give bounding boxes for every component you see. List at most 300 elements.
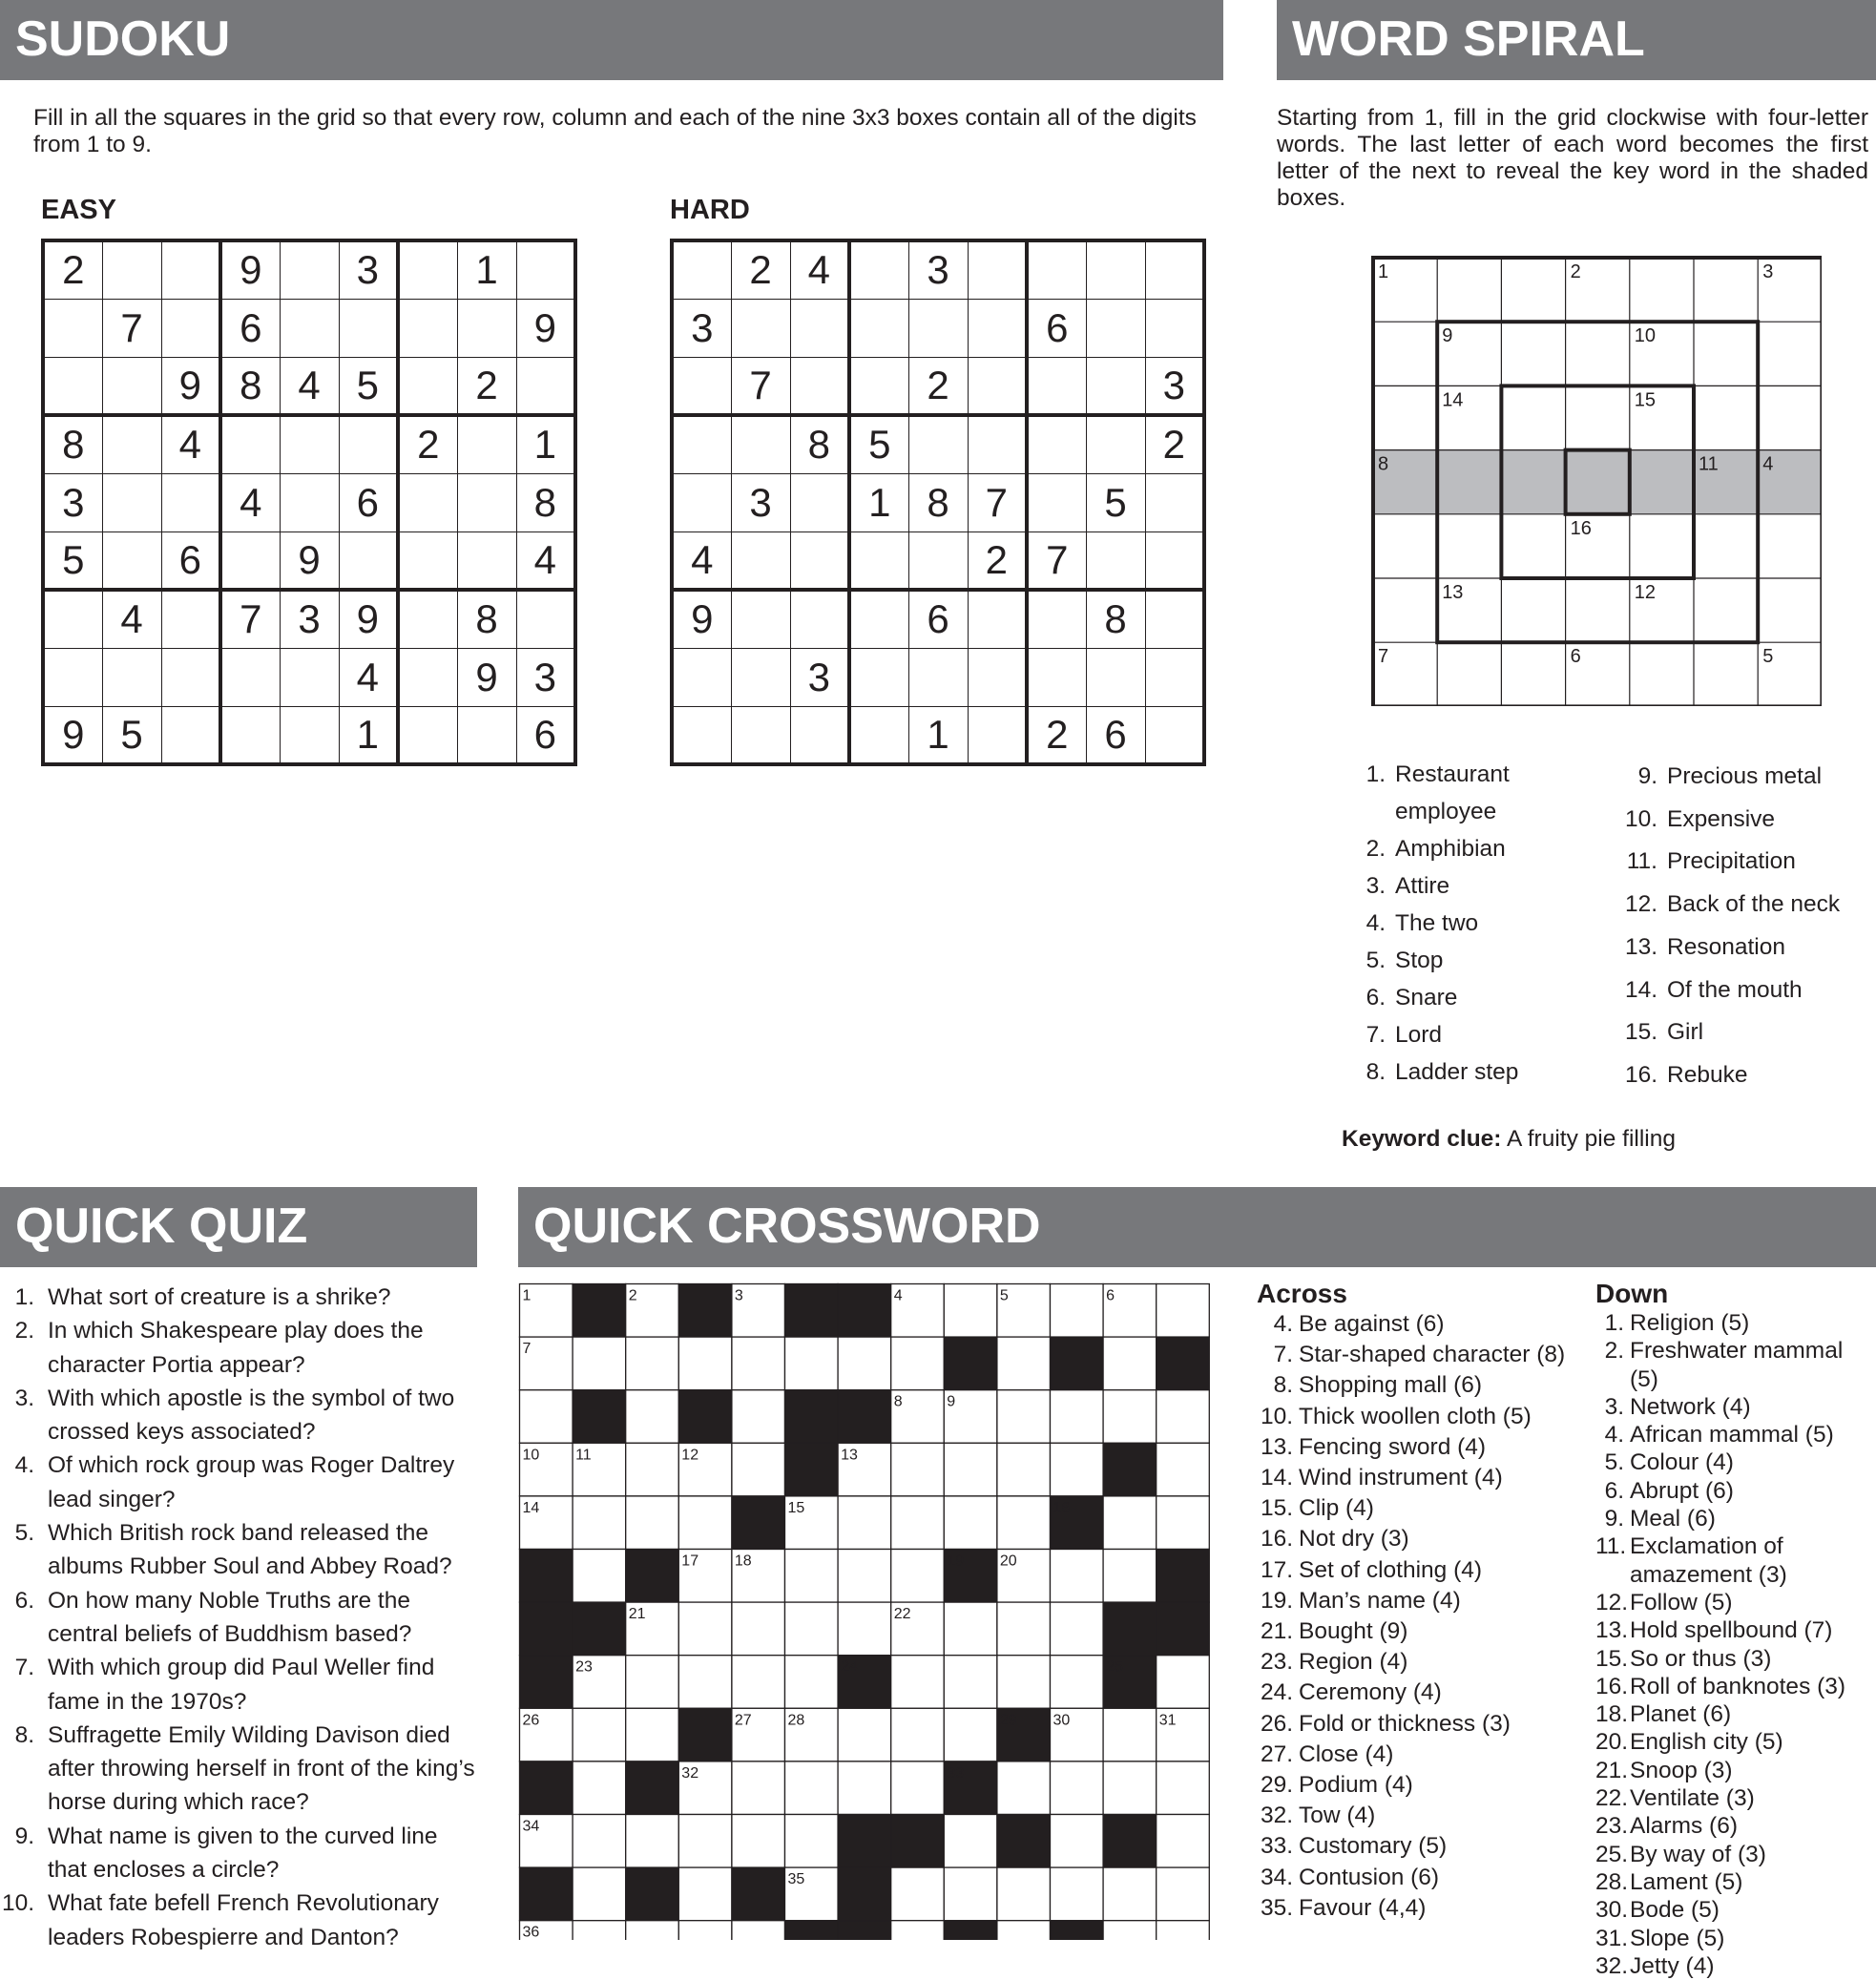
- crossword-cell[interactable]: [997, 1496, 1051, 1550]
- crossword-cell[interactable]: [997, 1390, 1051, 1444]
- sudoku-cell[interactable]: [161, 473, 220, 531]
- sudoku-cell[interactable]: 9: [220, 240, 280, 299]
- sudoku-cell[interactable]: 6: [161, 531, 220, 590]
- crossword-cell[interactable]: [732, 1337, 785, 1390]
- sudoku-cell[interactable]: 1: [516, 415, 575, 473]
- crossword-cell[interactable]: [678, 1337, 732, 1390]
- clue-text: Follow (5): [1630, 1589, 1733, 1615]
- sudoku-cell[interactable]: 8: [43, 415, 102, 473]
- sudoku-cell[interactable]: 6: [516, 706, 575, 764]
- crossword-cell[interactable]: [732, 1390, 785, 1444]
- sudoku-cell[interactable]: [908, 415, 968, 473]
- sudoku-cell[interactable]: [102, 648, 161, 706]
- clue-text: Set of clothing (4): [1299, 1556, 1483, 1583]
- crossword-cell[interactable]: [678, 1656, 732, 1709]
- crossword-cell[interactable]: [678, 1867, 732, 1921]
- crossword-block: [520, 1656, 573, 1709]
- crossword-cell[interactable]: [997, 1443, 1051, 1496]
- sudoku-cell[interactable]: [672, 648, 731, 706]
- crossword-cell[interactable]: [1157, 1390, 1210, 1444]
- sudoku-cell[interactable]: 6: [1086, 706, 1145, 764]
- sudoku-cell[interactable]: [790, 473, 849, 531]
- sudoku-cell[interactable]: [280, 648, 339, 706]
- crossword-cell[interactable]: [997, 1921, 1051, 1940]
- sudoku-cell[interactable]: [672, 473, 731, 531]
- sudoku-cell[interactable]: [43, 299, 102, 357]
- crossword-cell[interactable]: [573, 1496, 626, 1550]
- sudoku-cell[interactable]: [280, 240, 339, 299]
- crossword-cell[interactable]: [1157, 1284, 1210, 1338]
- crossword-cell[interactable]: [1103, 1390, 1157, 1444]
- sudoku-cell[interactable]: 7: [220, 590, 280, 648]
- sudoku-cell[interactable]: [220, 415, 280, 473]
- crossword-cell[interactable]: [838, 1761, 891, 1815]
- sudoku-cell[interactable]: [849, 240, 908, 299]
- sudoku-cell[interactable]: 3: [731, 473, 790, 531]
- crossword-cell[interactable]: [1157, 1496, 1210, 1550]
- crossword-cell[interactable]: [997, 1602, 1051, 1656]
- clue-item: [1336, 1053, 1603, 1091]
- crossword-cell[interactable]: [573, 1867, 626, 1921]
- sudoku-cell[interactable]: 6: [1027, 299, 1086, 357]
- crossword-cell[interactable]: [891, 1443, 945, 1496]
- sudoku-cell[interactable]: [908, 531, 968, 590]
- crossword-cell[interactable]: [838, 1708, 891, 1761]
- sudoku-cell[interactable]: 4: [102, 590, 161, 648]
- sudoku-cell[interactable]: [43, 357, 102, 415]
- sudoku-cell[interactable]: [516, 357, 575, 415]
- crossword-cell[interactable]: [838, 1602, 891, 1656]
- sudoku-cell[interactable]: [968, 706, 1027, 764]
- sudoku-cell[interactable]: [1145, 473, 1204, 531]
- sudoku-cell[interactable]: [790, 531, 849, 590]
- crossword-cell[interactable]: [944, 1284, 997, 1338]
- clue-item: [1595, 1868, 1876, 1896]
- sudoku-cell[interactable]: [398, 473, 457, 531]
- crossword-cell[interactable]: [1051, 1815, 1104, 1868]
- sudoku-cell[interactable]: 7: [731, 357, 790, 415]
- clue-number: 32.: [1595, 1952, 1629, 1979]
- sudoku-cell[interactable]: [398, 590, 457, 648]
- crossword-cell[interactable]: [891, 1921, 945, 1940]
- crossword-cell[interactable]: [732, 1656, 785, 1709]
- sudoku-cell[interactable]: 6: [220, 299, 280, 357]
- crossword-cell[interactable]: [997, 1337, 1051, 1390]
- sudoku-cell[interactable]: [790, 299, 849, 357]
- sudoku-cell[interactable]: [672, 357, 731, 415]
- sudoku-cell[interactable]: [398, 299, 457, 357]
- crossword-cell[interactable]: [1157, 1867, 1210, 1921]
- sudoku-cell[interactable]: [43, 590, 102, 648]
- sudoku-cell[interactable]: [1027, 473, 1086, 531]
- clue-number: 23.: [1260, 1649, 1293, 1676]
- sudoku-cell[interactable]: [1086, 357, 1145, 415]
- sudoku-cell[interactable]: [220, 706, 280, 764]
- clue-number: 21.: [1595, 1757, 1629, 1783]
- crossword-cell[interactable]: [944, 1656, 997, 1709]
- sudoku-cell[interactable]: 2: [43, 240, 102, 299]
- sudoku-cell[interactable]: [220, 648, 280, 706]
- sudoku-cell[interactable]: [398, 648, 457, 706]
- crossword-cell[interactable]: [1157, 1921, 1210, 1940]
- sudoku-cell[interactable]: 3: [672, 299, 731, 357]
- crossword-cell[interactable]: [891, 1761, 945, 1815]
- sudoku-cell[interactable]: [161, 706, 220, 764]
- sudoku-cell[interactable]: [849, 531, 908, 590]
- sudoku-cell[interactable]: 3: [339, 240, 398, 299]
- sudoku-cell[interactable]: [457, 531, 516, 590]
- crossword-cell[interactable]: [520, 1390, 573, 1444]
- crossword-cell[interactable]: [1103, 1496, 1157, 1550]
- sudoku-cell[interactable]: 4: [161, 415, 220, 473]
- sudoku-cell[interactable]: 3: [1145, 357, 1204, 415]
- sudoku-cell[interactable]: [731, 415, 790, 473]
- sudoku-cell[interactable]: 8: [790, 415, 849, 473]
- crossword-block: [838, 1284, 891, 1338]
- crossword-cell[interactable]: [997, 1761, 1051, 1815]
- crossword-cell[interactable]: [1051, 1761, 1104, 1815]
- sudoku-cell[interactable]: [968, 357, 1027, 415]
- sudoku-cell[interactable]: [339, 299, 398, 357]
- sudoku-cell[interactable]: 4: [790, 240, 849, 299]
- crossword-cell[interactable]: [1103, 1708, 1157, 1761]
- sudoku-cell[interactable]: 8: [457, 590, 516, 648]
- crossword-cell[interactable]: [573, 1708, 626, 1761]
- crossword-cell[interactable]: [626, 1921, 679, 1940]
- crossword-cell[interactable]: [626, 1337, 679, 1390]
- sudoku-cell[interactable]: [849, 357, 908, 415]
- sudoku-cell[interactable]: [161, 299, 220, 357]
- sudoku-cell[interactable]: 2: [968, 531, 1027, 590]
- crossword-block: [1157, 1550, 1210, 1603]
- crossword-cell[interactable]: [1157, 1443, 1210, 1496]
- crossword-cell[interactable]: [785, 1337, 839, 1390]
- sudoku-cell[interactable]: [672, 240, 731, 299]
- clue-text: Favour (4,4): [1299, 1894, 1427, 1921]
- sudoku-cell[interactable]: [1027, 357, 1086, 415]
- sudoku-cell[interactable]: 7: [102, 299, 161, 357]
- sudoku-cell[interactable]: 3: [516, 648, 575, 706]
- crossword-cell[interactable]: [1103, 1761, 1157, 1815]
- clue-text: Freshwater mammal (5): [1630, 1338, 1844, 1392]
- crossword-cell[interactable]: [944, 1708, 997, 1761]
- crossword-cell[interactable]: [785, 1815, 839, 1868]
- sudoku-cell[interactable]: 9: [672, 590, 731, 648]
- crossword-cell[interactable]: [1051, 1550, 1104, 1603]
- crossword-cell[interactable]: [573, 1337, 626, 1390]
- sudoku-cell[interactable]: [398, 706, 457, 764]
- sudoku-cell[interactable]: 1: [457, 240, 516, 299]
- sudoku-cell[interactable]: [968, 299, 1027, 357]
- crossword-cell[interactable]: [785, 1656, 839, 1709]
- clue-text: Colour (4): [1630, 1449, 1734, 1476]
- crossword-cell[interactable]: [1051, 1656, 1104, 1709]
- crossword-cell[interactable]: [1103, 1550, 1157, 1603]
- sudoku-cell[interactable]: [457, 299, 516, 357]
- sudoku-cell[interactable]: [908, 648, 968, 706]
- sudoku-cell[interactable]: [731, 531, 790, 590]
- crossword-cell[interactable]: [732, 1921, 785, 1940]
- sudoku-cell[interactable]: [1027, 415, 1086, 473]
- sudoku-cell[interactable]: [1145, 299, 1204, 357]
- sudoku-cell[interactable]: [280, 299, 339, 357]
- sudoku-cell[interactable]: 5: [849, 415, 908, 473]
- sudoku-cell[interactable]: 4: [220, 473, 280, 531]
- crossword-cell[interactable]: [997, 1867, 1051, 1921]
- sudoku-cell[interactable]: [1145, 240, 1204, 299]
- sudoku-cell[interactable]: [102, 531, 161, 590]
- sudoku-cell[interactable]: 5: [339, 357, 398, 415]
- clue-item: [1595, 1673, 1876, 1700]
- sudoku-cell[interactable]: [516, 590, 575, 648]
- crossword-cell[interactable]: [997, 1656, 1051, 1709]
- sudoku-cell[interactable]: 1: [908, 706, 968, 764]
- crossword-cell[interactable]: [838, 1550, 891, 1603]
- sudoku-cell[interactable]: 8: [220, 357, 280, 415]
- sudoku-hard-grid[interactable]: [670, 239, 1206, 766]
- sudoku-cell[interactable]: 9: [457, 648, 516, 706]
- sudoku-cell[interactable]: [731, 706, 790, 764]
- crossword-block: [838, 1921, 891, 1940]
- crossword-cell[interactable]: [573, 1761, 626, 1815]
- sudoku-cell[interactable]: 3: [908, 240, 968, 299]
- crossword-cell[interactable]: [785, 1550, 839, 1603]
- sudoku-cell[interactable]: [398, 240, 457, 299]
- sudoku-cell[interactable]: [339, 531, 398, 590]
- crossword-cell[interactable]: [785, 1761, 839, 1815]
- sudoku-cell[interactable]: 3: [790, 648, 849, 706]
- sudoku-cell[interactable]: 8: [908, 473, 968, 531]
- sudoku-cell[interactable]: [457, 706, 516, 764]
- crossword-cell-number: 20: [999, 1553, 1017, 1570]
- sudoku-cell[interactable]: [1145, 648, 1204, 706]
- crossword-cell[interactable]: [732, 1443, 785, 1496]
- crossword-cell[interactable]: [944, 1602, 997, 1656]
- crossword-cell[interactable]: [678, 1602, 732, 1656]
- crossword-cell[interactable]: [626, 1708, 679, 1761]
- crossword-cell[interactable]: [838, 1496, 891, 1550]
- sudoku-cell[interactable]: [790, 590, 849, 648]
- sudoku-cell[interactable]: 2: [1145, 415, 1204, 473]
- crossword-cell[interactable]: [626, 1390, 679, 1444]
- sudoku-cell[interactable]: 1: [339, 706, 398, 764]
- clue-text: Suffragette Emily Wilding Davison died after throwing herself in front of the king’s horse during which race?: [48, 1721, 475, 1816]
- sudoku-cell[interactable]: [1086, 240, 1145, 299]
- sudoku-cell[interactable]: [790, 706, 849, 764]
- sudoku-cell[interactable]: 4: [339, 648, 398, 706]
- crossword-cell[interactable]: [891, 1496, 945, 1550]
- sudoku-cell[interactable]: [849, 706, 908, 764]
- sudoku-cell[interactable]: [43, 648, 102, 706]
- sudoku-cell[interactable]: [102, 240, 161, 299]
- crossword-cell-number: 3: [734, 1287, 743, 1304]
- sudoku-cell[interactable]: [968, 590, 1027, 648]
- crossword-cell-number: 36: [522, 1924, 540, 1940]
- crossword-cell[interactable]: [732, 1761, 785, 1815]
- sudoku-cell[interactable]: [1027, 590, 1086, 648]
- crossword-cell[interactable]: [626, 1815, 679, 1868]
- sudoku-cell[interactable]: [161, 240, 220, 299]
- crossword-block: [732, 1867, 785, 1921]
- sudoku-cell[interactable]: [968, 648, 1027, 706]
- sudoku-cell[interactable]: [790, 357, 849, 415]
- crossword-cell[interactable]: [626, 1443, 679, 1496]
- crossword-cell[interactable]: [626, 1656, 679, 1709]
- crossword-cell-number: 29: [999, 1712, 1017, 1729]
- sudoku-cell[interactable]: [161, 590, 220, 648]
- sudoku-cell[interactable]: 4: [672, 531, 731, 590]
- sudoku-cell[interactable]: [731, 648, 790, 706]
- sudoku-cell[interactable]: 5: [102, 706, 161, 764]
- crossword-cell[interactable]: [891, 1337, 945, 1390]
- crossword-cell[interactable]: [573, 1921, 626, 1940]
- sudoku-cell[interactable]: [1027, 240, 1086, 299]
- crossword-cell[interactable]: [1051, 1284, 1104, 1338]
- sudoku-cell[interactable]: [849, 590, 908, 648]
- sudoku-cell[interactable]: [339, 415, 398, 473]
- sudoku-cell[interactable]: [102, 473, 161, 531]
- sudoku-cell[interactable]: [968, 415, 1027, 473]
- sudoku-cell[interactable]: 3: [280, 590, 339, 648]
- crossword-cell-number: 19: [947, 1553, 965, 1570]
- sudoku-cell[interactable]: [1086, 648, 1145, 706]
- clue-number: 16.: [1595, 1673, 1629, 1699]
- sudoku-cell[interactable]: [731, 299, 790, 357]
- sudoku-cell[interactable]: 2: [398, 415, 457, 473]
- word-spiral-grid[interactable]: [1371, 256, 1822, 706]
- sudoku-cell[interactable]: 4: [280, 357, 339, 415]
- clue-item: [1595, 1784, 1876, 1812]
- sudoku-cell[interactable]: [280, 415, 339, 473]
- sudoku-cell[interactable]: 6: [339, 473, 398, 531]
- sudoku-cell[interactable]: 8: [516, 473, 575, 531]
- sudoku-cell[interactable]: 2: [457, 357, 516, 415]
- sudoku-cell[interactable]: [672, 706, 731, 764]
- sudoku-cell[interactable]: [908, 299, 968, 357]
- clue-text: Which British rock band released the albums Rubber Soul and Abbey Road?: [48, 1520, 452, 1580]
- sudoku-cell[interactable]: [398, 531, 457, 590]
- keyword-clue-label: Keyword clue:: [1342, 1126, 1502, 1152]
- crossword-cell[interactable]: [1051, 1390, 1104, 1444]
- sudoku-cell[interactable]: [102, 357, 161, 415]
- sudoku-title: SUDOKU: [0, 0, 1223, 80]
- sudoku-cell[interactable]: [457, 415, 516, 473]
- crossword-cell[interactable]: [573, 1815, 626, 1868]
- sudoku-cell[interactable]: 7: [1027, 531, 1086, 590]
- crossword-grid[interactable]: [518, 1282, 1211, 1940]
- sudoku-easy-grid[interactable]: [41, 239, 577, 766]
- crossword-cell[interactable]: [1103, 1337, 1157, 1390]
- crossword-cell[interactable]: [678, 1921, 732, 1940]
- clue-text: Customary (5): [1299, 1833, 1448, 1860]
- crossword-cell[interactable]: [1103, 1921, 1157, 1940]
- sudoku-cell[interactable]: 9: [43, 706, 102, 764]
- sudoku-cell[interactable]: 2: [731, 240, 790, 299]
- crossword-cell[interactable]: [678, 1815, 732, 1868]
- crossword-cell[interactable]: [838, 1337, 891, 1390]
- sudoku-cell[interactable]: 5: [1086, 473, 1145, 531]
- sudoku-cell[interactable]: [1086, 415, 1145, 473]
- clue-item: [1595, 1309, 1876, 1337]
- crossword-cell[interactable]: [1103, 1867, 1157, 1921]
- crossword-cell[interactable]: [891, 1708, 945, 1761]
- sudoku-cell[interactable]: 8: [1086, 590, 1145, 648]
- crossword-block: [891, 1815, 945, 1868]
- sudoku-cell[interactable]: [516, 240, 575, 299]
- sudoku-cell[interactable]: 9: [339, 590, 398, 648]
- sudoku-cell[interactable]: 9: [161, 357, 220, 415]
- crossword-cell[interactable]: [785, 1602, 839, 1656]
- crossword-cell[interactable]: [944, 1867, 997, 1921]
- crossword-cell[interactable]: [1051, 1443, 1104, 1496]
- crossword-cell[interactable]: [732, 1602, 785, 1656]
- sudoku-cell[interactable]: [280, 473, 339, 531]
- sudoku-cell[interactable]: [968, 240, 1027, 299]
- crossword-cell[interactable]: [891, 1656, 945, 1709]
- clue-number: 33.: [1260, 1833, 1293, 1860]
- sudoku-cell[interactable]: 4: [516, 531, 575, 590]
- clue-number: 1.: [1604, 1310, 1624, 1336]
- crossword-cell[interactable]: [891, 1550, 945, 1603]
- sudoku-cell[interactable]: 9: [516, 299, 575, 357]
- sudoku-cell[interactable]: [849, 299, 908, 357]
- sudoku-cell[interactable]: [1086, 531, 1145, 590]
- clue-item: [0, 1886, 477, 1954]
- crossword-cell[interactable]: [678, 1496, 732, 1550]
- crossword-cell[interactable]: [1157, 1761, 1210, 1815]
- clue-number: 34.: [1260, 1864, 1293, 1890]
- sudoku-cell[interactable]: 1: [849, 473, 908, 531]
- sudoku-cell[interactable]: 2: [1027, 706, 1086, 764]
- crossword-cell[interactable]: [626, 1496, 679, 1550]
- crossword-cell[interactable]: [1157, 1656, 1210, 1709]
- sudoku-cell[interactable]: [731, 590, 790, 648]
- sudoku-cell[interactable]: [220, 531, 280, 590]
- clue-number: 6.: [1604, 1477, 1624, 1504]
- crossword-cell[interactable]: [944, 1496, 997, 1550]
- crossword-cell[interactable]: [1051, 1867, 1104, 1921]
- sudoku-cell[interactable]: [672, 415, 731, 473]
- crossword-cell[interactable]: [732, 1815, 785, 1868]
- sudoku-cell[interactable]: 2: [908, 357, 968, 415]
- clue-text: Resonation: [1667, 933, 1785, 960]
- crossword-cell[interactable]: [573, 1550, 626, 1603]
- sudoku-cell[interactable]: [398, 357, 457, 415]
- sudoku-cell[interactable]: 9: [280, 531, 339, 590]
- crossword-cell[interactable]: [891, 1867, 945, 1921]
- crossword-cell[interactable]: [944, 1443, 997, 1496]
- clue-item: [1608, 841, 1875, 884]
- crossword-cell[interactable]: [944, 1815, 997, 1868]
- sudoku-cell[interactable]: 3: [43, 473, 102, 531]
- sudoku-cell[interactable]: [1145, 706, 1204, 764]
- sudoku-cell[interactable]: [102, 415, 161, 473]
- sudoku-cell[interactable]: 6: [908, 590, 968, 648]
- sudoku-cell[interactable]: [457, 473, 516, 531]
- crossword-cell[interactable]: [1157, 1815, 1210, 1868]
- sudoku-cell[interactable]: 5: [43, 531, 102, 590]
- sudoku-cell[interactable]: [161, 648, 220, 706]
- sudoku-cell[interactable]: [1086, 299, 1145, 357]
- clue-item: [1608, 799, 1875, 842]
- sudoku-cell[interactable]: 7: [968, 473, 1027, 531]
- sudoku-cell[interactable]: [1027, 648, 1086, 706]
- crossword-cell[interactable]: [1051, 1602, 1104, 1656]
- sudoku-cell[interactable]: [849, 648, 908, 706]
- sudoku-cell[interactable]: [1145, 531, 1204, 590]
- sudoku-cell[interactable]: [280, 706, 339, 764]
- sudoku-cell[interactable]: [1145, 590, 1204, 648]
